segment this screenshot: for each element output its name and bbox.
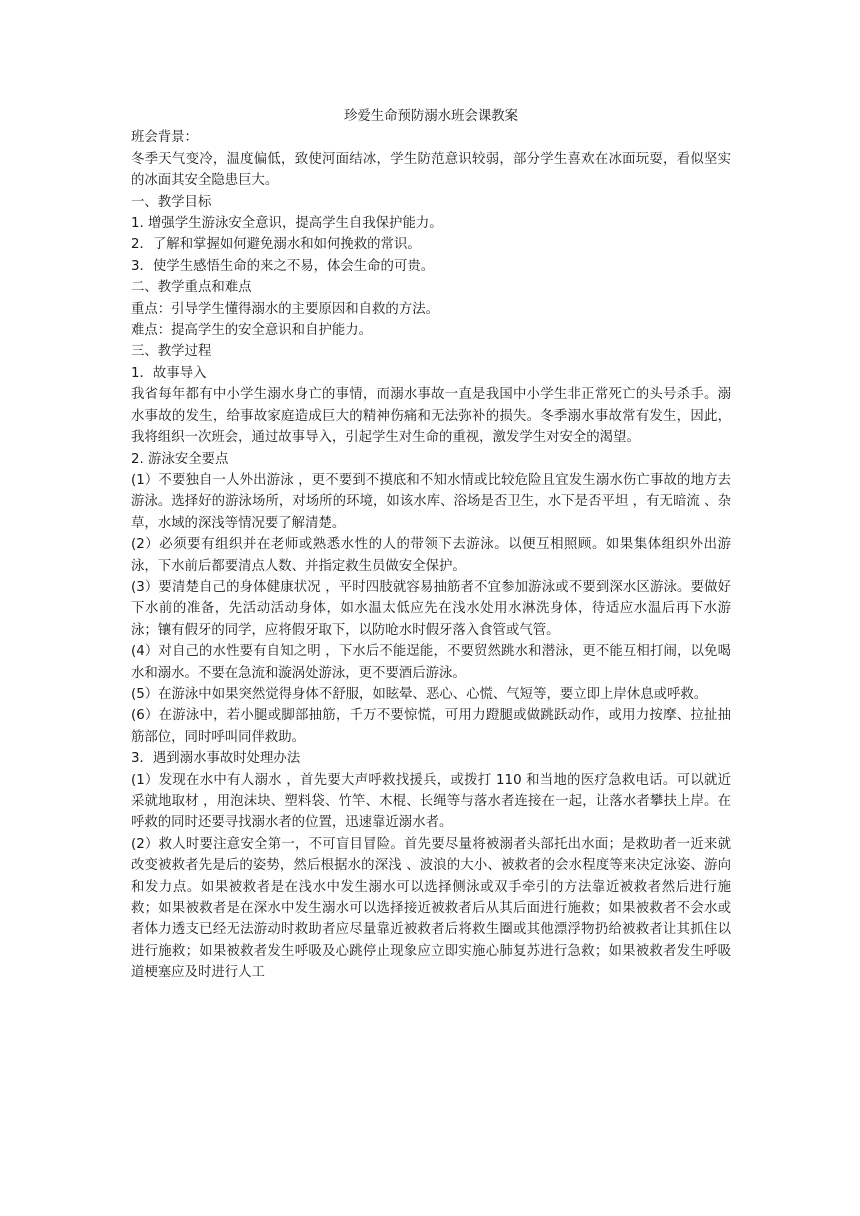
objective-item: 2．了解和掌握如何避免溺水和如何挽救的常识。: [131, 237, 421, 253]
document-title: 珍爱生命预防溺水班会课教案: [343, 109, 519, 124]
subheading-story-intro: 1．故事导入: [131, 365, 207, 381]
safety-item: (2）必须要有组织并在老师或熟悉水性的人的带领下去游泳。以便互相照顾。如果集体组织外出游泳，下水前后都要清点人数、并指定救生员做安全保护。: [131, 537, 731, 574]
safety-item: (1）不要独自一人外出游泳 ，更不要到不摸底和不知水情或比较危险且宜发生溺水伤亡事故的地方去游泳。选择好的游泳场所，对场所的环境，如该水库、浴场是否卫生，水下是否平坦 ，有无暗流 、杂草，水域的深浅等情况要了解清楚。: [131, 472, 731, 531]
safety-item: (5）在游泳中如果突然觉得身体不舒服，如眩晕、恶心、心慌、气短等，要立即上岸休息或呼救。: [131, 686, 708, 702]
section-heading-process: 三、教学过程: [131, 344, 212, 360]
background-label: 班会背景：: [131, 130, 198, 146]
background-paragraph: 冬季天气变冷，温度偏低，致使河面结冰，学生防范意识较弱，部分学生喜欢在冰面玩耍，看似坚实的冰面其安全隐患巨大。: [131, 151, 731, 189]
section-heading-objectives: 一、教学目标: [131, 194, 212, 210]
focus-point: 重点：引导学生懂得溺水的主要原因和自救的方法。: [131, 301, 439, 317]
safety-item: (3）要清楚自己的身体健康状况 ，平时四肢就容易抽筋者不宜参加游泳或不要到深水区游泳。要做好下水前的准备，先活动活动身体，如水温太低应先在浅水处用水淋洗身体，待适应水温后再下水游泳；镶有假牙的同学，应将假牙取下，以防呛水时假牙落入食管或气管。: [131, 579, 731, 638]
subheading-drowning-response: 3．遇到溺水事故时处理办法: [131, 751, 301, 767]
safety-item: (4）对自己的水性要有自知之明 ，下水后不能逞能，不要贸然跳水和潜泳，更不能互相打闹，以免喝水和溺水。不要在急流和漩涡处游泳，更不要酒后游泳。: [131, 644, 731, 681]
difficulty-point: 难点：提高学生的安全意识和自护能力。: [131, 323, 373, 339]
objective-item: 3．使学生感悟生命的来之不易，体会生命的可贵。: [131, 258, 435, 274]
safety-item: (6）在游泳中，若小腿或脚部抽筋，千万不要惊慌，可用力蹬腿或做跳跃动作，或用力按摩、拉扯抽筋部位，同时呼叫同伴救助。: [131, 708, 731, 745]
objective-item: 1. 增强学生游泳安全意识，提高学生自我保护能力。: [131, 216, 443, 232]
subheading-swimming-safety: 2. 游泳安全要点: [131, 451, 229, 467]
document-body: [131, 106, 731, 984]
response-item: (2）救人时要注意安全第一，不可盲目冒险。首先要尽量将被溺者头部托出水面；是救助者一近来就改变被救者先是后的姿势，然后根据水的深浅 、波浪的大小、被救者的会水程度等来决定泳姿、游向和发力点。如果被救者是在浅水中发生溺水可以选择侧泳或双手牵引的方法靠近被救者然后进行施救；如果被救者是在深水中发生溺水可以选择接近被救者后从其后面进行施救；如果被救者不会水或者体力透支已经无法游动时救助者应尽量靠近被救者后将救生圈或其他漂浮物扔给被救者让其抓住以进行施救；如果被救者发生呼吸及心跳停止现象应立即实施心肺复苏进行急救；如果被救者发生呼吸道梗塞应及时进行人工: [131, 836, 731, 981]
section-heading-key-points: 二、教学重点和难点: [131, 280, 252, 296]
response-item: (1）发现在水中有人溺水 ，首先要大声呼救找援兵，或拨打 110 和当地的医疗急救电话。可以就近采就地取材 ，用泡沫块、塑料袋、竹竿、木棍、长绳等与落水者连接在一起，让落水者攀扶上岸。在呼救的同时还要寻找溺水者的位置，迅速靠近溺水者。: [131, 772, 731, 831]
story-intro-paragraph: 我省每年都有中小学生溺水身亡的事情，而溺水事故一直是我国中小学生非正常死亡的头号杀手。溺水事故的发生，给事故家庭造成巨大的精神伤痛和无法弥补的损失。冬季溺水事故常有发生，因此，我将组织一次班会，通过故事导入，引起学生对生命的重视，激发学生对安全的渴望。: [131, 387, 731, 446]
